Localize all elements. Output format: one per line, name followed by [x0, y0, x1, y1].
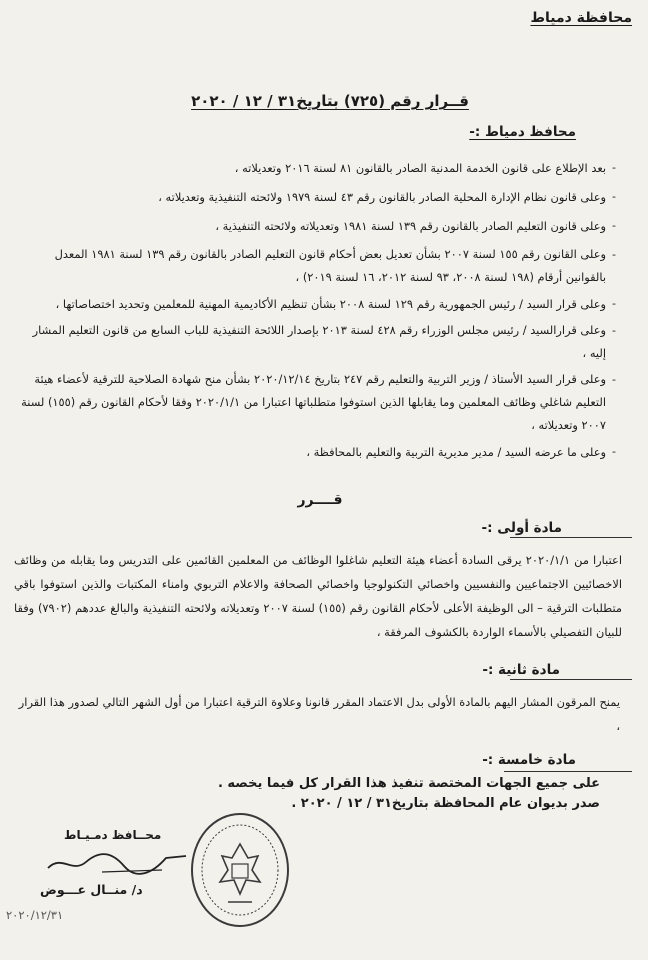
article-second-underline [510, 679, 632, 680]
decides-heading: قــــرر [297, 492, 343, 508]
bullet-icon: - [612, 297, 616, 310]
recital-item: - وعلى قرار السيد / رئيس الجمهورية رقم ١٢٩ لسنة ٢٠٠٨ بشأن تنظيم الأكاديمية المهنية للمعلمين وتحديد اختصاصاتها ، [14, 292, 614, 316]
recital-item: - وعلى ما عرضه السيد / مدير مديرية التربية والتعليم بالمحافظة ، [14, 440, 614, 464]
recital-item: - بعد الإطلاع على قانون الخدمة المدنية الصادر بالقانون ٨١ لسنة ٢٠١٦ وتعديلاته ، [14, 156, 614, 180]
article-second-heading: مادة ثانية :- [482, 662, 560, 678]
bullet-icon: - [612, 248, 616, 261]
handwritten-date: ٢٠٢٠/١٢/٣١ [6, 908, 64, 922]
decision-title: قــرار رقم (٧٢٥) بتاريخ٣١ / ١٢ / ٢٠٢٠ [191, 92, 469, 110]
recital-item: - وعلى قانون نظام الإدارة المحلية الصادر بالقانون رقم ٤٣ لسنة ١٩٧٩ ولائحته التنفيذية وتعديلاته ، [14, 185, 614, 209]
article-first-underline [510, 537, 632, 538]
governorate-header: محافظة دمياط [530, 10, 632, 26]
recital-item: - وعلى قرار السيد الأستاذ / وزير التربية والتعليم رقم ٢٤٧ بتاريخ ٢٠٢٠/١٢/١٤ بشأن منح شهادة الصلاحية للترقية لأعضاء هيئة التعليم شاغلي وظائف المعلمين وما يقابلها الذين استوفوا متطلباتها اعتبارا من ٢٠٢٠/١/١ وفقا لأحكام القانون رقم (١٥٥) لسنة ٢٠٠٧ وتعديلاته ، [14, 368, 614, 437]
bullet-icon: - [612, 190, 616, 203]
bullet-icon: - [612, 445, 616, 458]
handwritten-signature-icon [42, 848, 192, 878]
recital-item: - وعلى قرارالسيد / رئيس مجلس الوزراء رقم ٤٢٨ لسنة ٢٠١٣ بإصدار اللائحة التنفيذية للباب السابع من قانون التعليم المشار إليه ، [14, 319, 614, 365]
bullet-icon: - [612, 161, 616, 174]
article-second-body: يمنح المرقون المشار اليهم بالمادة الأولى بدل الاعتماد المقرر قانونا وعلاوة الترقية اعتبارا من أول الشهر التالي لصدور هذا القرار ، [18, 695, 620, 733]
article-first-body: اعتبارا من ٢٠٢٠/١/١ يرقى السادة أعضاء هيئة التعليم شاغلوا الوظائف من المعلمين القائمين على التدريس وما يقابله من وظائف الاخصائيين الاجتماعيين والنفسيين واخصائي التكنولوجيا واخصائي الصحافة والاعلام التربوي وامناء المكتبات والذين استوفوا باقي متطلبات الترقية – الى الوظيفة الأعلى لأحكام القانون رقم (١٥٥) لسنة ٢٠٠٧ وتعديلاته ولائحته التنفيذية والبالغ عددهم (٧٩٠٢) وفقا للبيان التفصيلي بالأسماء الواردة بالكشوف المرفقة ، [14, 553, 623, 639]
closing-text [170, 774, 600, 814]
governorate-seal-icon [188, 810, 292, 930]
signature-title: محــافظ دمـيـاط [64, 828, 162, 842]
signatory-name: د/ منــال عـــوض [40, 882, 143, 897]
article-first-heading: مادة أولى :- [481, 520, 562, 536]
recitals-list [14, 156, 614, 464]
bullet-icon: - [612, 324, 616, 337]
article-fifth-heading: مادة خامسة :- [482, 752, 576, 768]
article-fifth-underline [504, 771, 632, 772]
closing-line-issued: صدر بديوان عام المحافظة بتاريخ٣١ / ١٢ / ٢٠٢٠ . [291, 796, 600, 811]
bullet-icon: - [612, 373, 616, 386]
recital-item: - وعلى قانون التعليم الصادر بالقانون رقم ١٣٩ لسنة ١٩٨١ وتعديلاته ولائحته التنفيذية ، [14, 214, 614, 238]
recital-item: - وعلى القانون رقم ١٥٥ لسنة ٢٠٠٧ بشأن تعديل بعض أحكام قانون التعليم الصادر بالقانون رقم ١٣٩ لسنة ١٩٨١ المعدل بالقوانين أرقام (١٩٨ لسنة ٢٠٠٨، ٩٣ لسنة ٢٠١٢، ١٦ لسنة ٢٠١٩) ، [14, 243, 614, 289]
governor-intro: محافظ دمياط :- [469, 124, 576, 140]
closing-line-execution: على جميع الجهات المختصة تنفيذ هذا القرار كل فيما يخصه . [217, 776, 600, 791]
bullet-icon: - [612, 219, 616, 232]
